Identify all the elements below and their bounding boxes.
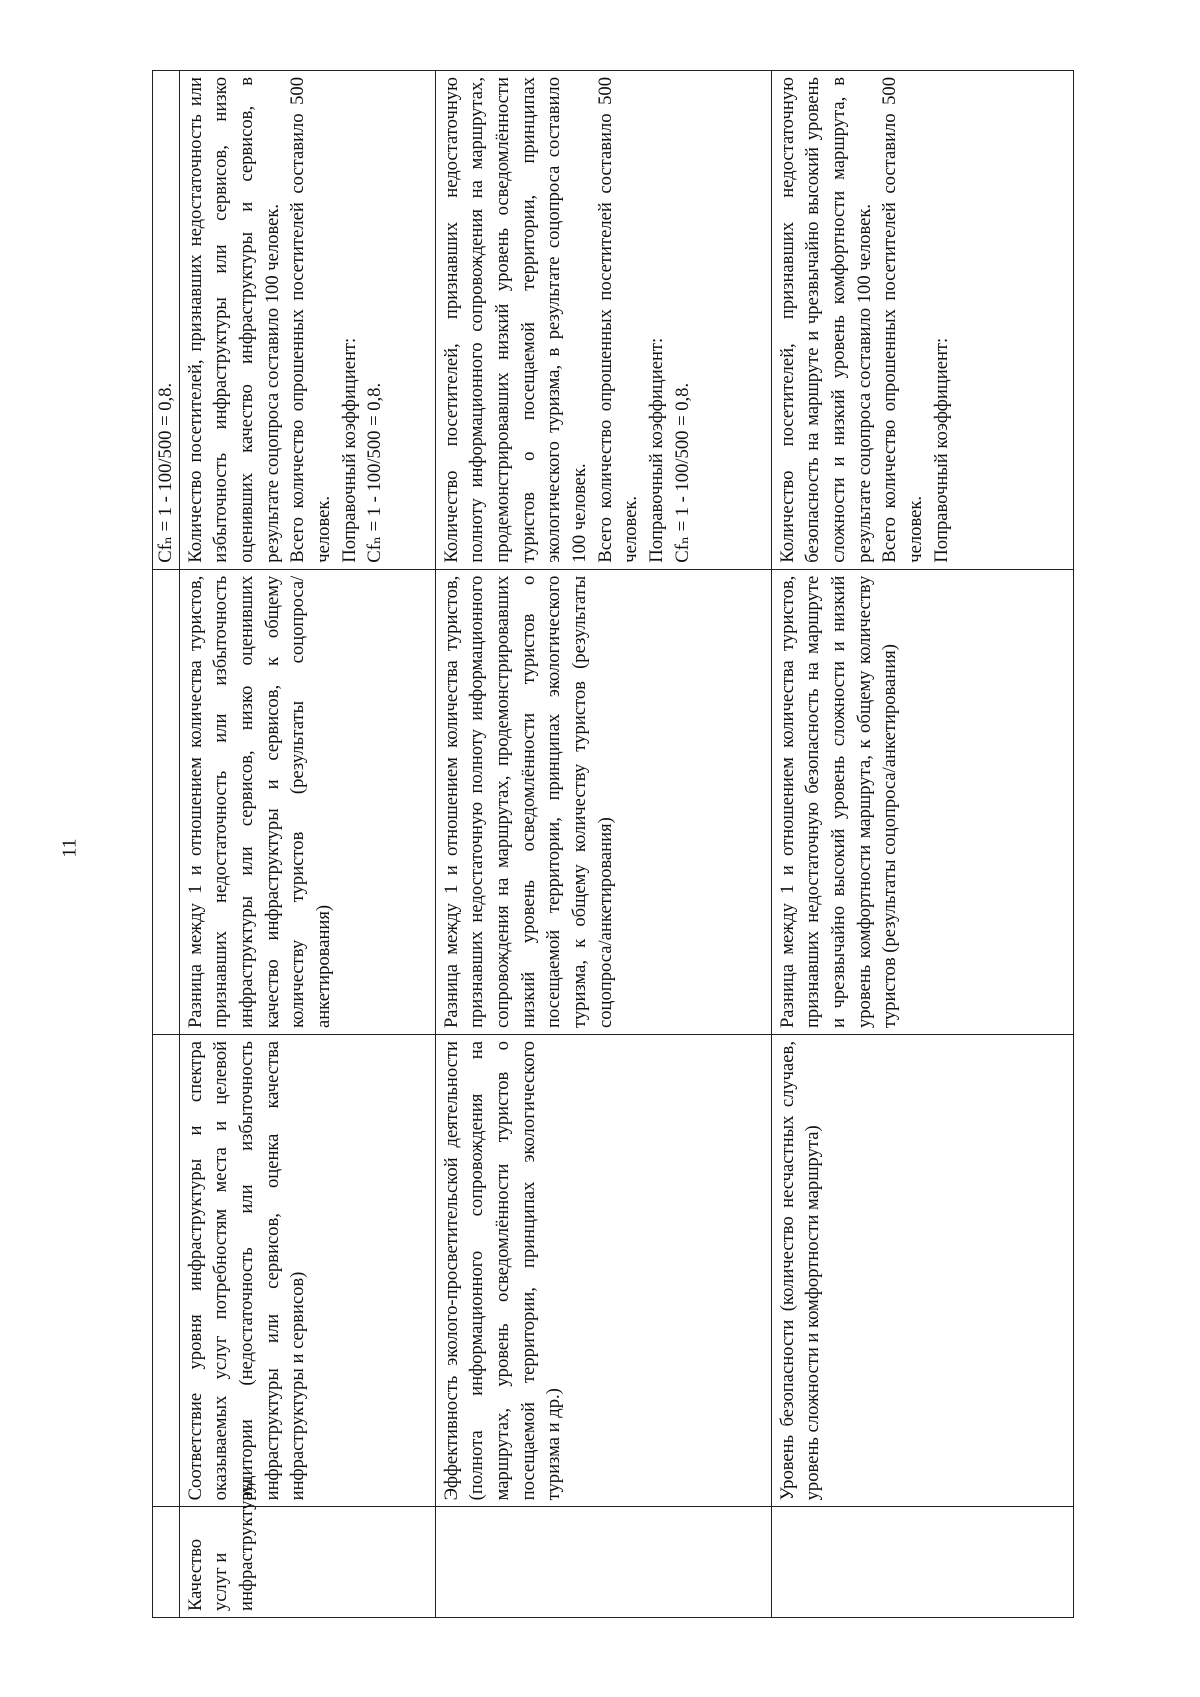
header-formula: Cfₙ = 1 - 100/500 = 0,8. bbox=[153, 71, 180, 570]
example-text: Количество посетителей, признавших недостаточную полноту информационного сопровождения на маршрутах, продемонстрировавших низкий уровень осведомлённости туристов о посещаемой территории, принципах экологического туризма, в результате соцопроса составило 100 человек. bbox=[440, 77, 590, 563]
example-cell bbox=[179, 71, 435, 570]
page-number: 11 bbox=[58, 838, 81, 858]
example-text: Количество посетителей, признавших недостаточную безопасность на маршруте и чрезвычайно высокий уровень сложности и низкий уровень комфортности маршрута, в результате соцопроса составило 100 человек. bbox=[776, 77, 875, 563]
example-coef-label: Поправочный коэффициент: bbox=[645, 337, 667, 563]
method-cell: Разница между 1 и отношением количества туристов, признавших недостаточную полноту информационного сопровождения на маршрутах, продемонстрировавших низкий уровень осведомлённости туристов о посещаемой территории, принципах экологического туризма, к общему количеству туристов (результаты соцопроса/анкетирования) bbox=[435, 569, 771, 1034]
example-coef-label: Поправочный коэффициент: bbox=[930, 337, 952, 563]
criteria-table bbox=[152, 70, 1074, 1618]
example-cell bbox=[435, 71, 771, 570]
table-row bbox=[435, 71, 771, 1618]
example-cell bbox=[771, 71, 1073, 570]
example-formula: Cfₙ = 1 - 100/500 = 0,8. bbox=[671, 382, 693, 563]
table-row bbox=[771, 71, 1073, 1618]
example-coef-label: Поправочный коэффициент: bbox=[338, 337, 360, 563]
indicator-cell: Соответствие уровня инфраструктуры и спектра оказываемых услуг потребностям места и целевой аудитории (недостаточность или избыточность инфраструктуры или сервисов, оценка качества инфраструктуры и сервисов) bbox=[179, 1035, 435, 1507]
example-total: Всего количество опрошенных посетителей составило 500 человек. bbox=[879, 77, 926, 563]
example-text: Количество посетителей, признавших недостаточность или избыточность инфраструктуры или сервисов, низко оценивших качество инфраструктуры и сервисов, в результате соцопроса составило 100 человек. bbox=[184, 77, 283, 563]
empty-cell bbox=[771, 1507, 1073, 1618]
indicator-cell: Уровень безопасности (количество несчастных случаев, уровень сложности и комфортности маршрута) bbox=[771, 1035, 1073, 1507]
indicator-cell: Эффективность эколого-просветительской деятельности (полнота информационного сопровождения на маршрутах, уровень осведомлённости туристов о посещаемой территории, принципах экологического туризма и др.) bbox=[435, 1035, 771, 1507]
method-cell: Разница между 1 и отношением количества туристов, признавших недостаточную безопасность на маршруте и чрезвычайно высокий уровень сложности и низкий уровень комфортности маршрута, к общему количеству туристов (результаты соцопроса/анкетирования) bbox=[771, 569, 1073, 1034]
empty-cell bbox=[153, 1035, 180, 1507]
rotated-table-container bbox=[152, 70, 1074, 1618]
empty-cell bbox=[153, 569, 180, 1034]
empty-cell bbox=[435, 1507, 771, 1618]
example-formula: Cfₙ = 1 - 100/500 = 0,8. bbox=[364, 382, 386, 563]
table-row bbox=[179, 71, 435, 1618]
empty-cell bbox=[153, 1507, 180, 1618]
method-cell: Разница между 1 и отношением количества туристов, признавших недостаточность или избыточность инфраструктуры или сервисов, низко оценивших качество инфраструктуры и сервисов, к общему количеству туристов (результаты соцопроса/анкетирования) bbox=[179, 569, 435, 1034]
example-total: Всего количество опрошенных посетителей составило 500 человек. bbox=[287, 77, 334, 563]
example-total: Всего количество опрошенных посетителей составило 500 человек. bbox=[594, 77, 642, 563]
table-header-row bbox=[153, 71, 180, 1618]
category-cell: Качество услуг и инфраструктуры bbox=[179, 1507, 435, 1618]
